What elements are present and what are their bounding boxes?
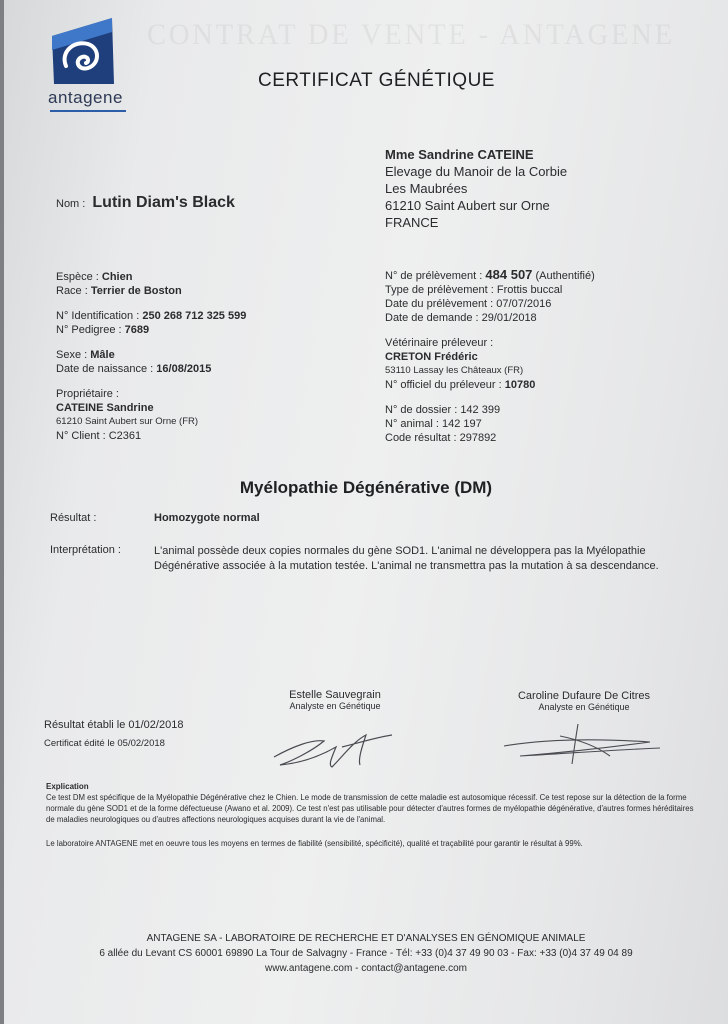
explication-text: Ce test DM est spécifique de la Myélopathie Dégénérative chez le Chien. Le mode de transmission de cette maladie est autosomique récessif. Ce test repose sur la détection de la forme normale du gène SOD1 et de la forme défectueuse (Awano et al. 2009). Ce test n'est pas utilisable pour détecter d'autres formes de myélopathie dégénérative, d'autres formes héréditaires de maladies neurologiques ou d'autres affections neurologiques acquises durant la vie de l'animal.	[46, 793, 694, 824]
sample-type: Type de prélèvement : Frottis buccal	[385, 284, 563, 296]
pedigree-label: N° Pedigree :	[56, 324, 122, 336]
request-date: Date de demande : 29/01/2018	[385, 312, 537, 324]
result-label: Résultat :	[50, 512, 97, 524]
sample-date: Date du prélèvement : 07/07/2016	[385, 298, 552, 310]
interpretation-label: Interprétation :	[50, 544, 121, 556]
vet-official: 10780	[504, 379, 536, 391]
client-number: N° Client : C2361	[56, 430, 142, 442]
dog-name-label: Nom :	[56, 198, 86, 210]
proprietor-label: Propriétaire :	[56, 388, 119, 400]
signature-1-icon	[262, 717, 402, 775]
interpretation-text: L'animal possède deux copies normales du gène SOD1. L'animal ne développera pas la Myélopathie Dégénérative associée à la mutation testée. L'animal ne transmettra pas la mutation à sa descendance.	[154, 545, 659, 572]
logo-text: antagene	[48, 88, 123, 107]
quality-statement: Le laboratoire ANTAGENE met en oeuvre tous les moyens en termes de fiabilité (sensibilité, spécificité), qualité et traçabilité pour garantir le résultat à 99%.	[46, 839, 583, 848]
animal-info	[56, 270, 246, 443]
vet-label: Vétérinaire préleveur :	[385, 337, 494, 349]
result-established: Résultat établi le 01/02/2018	[44, 719, 184, 731]
antagene-spiral-logo-icon	[48, 18, 118, 86]
sex-label: Sexe :	[56, 349, 88, 361]
page-title: CERTIFICAT GÉNÉTIQUE	[258, 70, 495, 91]
result-value: Homozygote normal	[154, 512, 260, 524]
species-label: Espèce :	[56, 271, 99, 283]
sample-auth: (Authentifié)	[535, 270, 595, 282]
vet-name: CRETON Frédéric	[385, 351, 478, 363]
birth-label: Date de naissance :	[56, 363, 154, 375]
sample-info	[385, 268, 595, 445]
footer	[4, 931, 728, 976]
breed-value: Terrier de Boston	[90, 285, 182, 297]
signature-block-1	[262, 689, 408, 775]
proprietor-name: CATEINE Sandrine	[56, 402, 154, 414]
breed-label: Race :	[56, 285, 88, 297]
owner-line3: 61210 Saint Aubert sur Orne	[385, 198, 550, 213]
vet-official-label: N° officiel du préleveur :	[385, 379, 502, 391]
owner-line1: Elevage du Manoir de la Corbie	[385, 164, 568, 179]
sex-value: Mâle	[90, 349, 115, 361]
signature-block-2	[500, 690, 668, 770]
explication	[46, 781, 696, 825]
owner-country: FRANCE	[385, 215, 439, 230]
owner-name: Mme Sandrine CATEINE	[385, 147, 534, 162]
species-value: Chien	[101, 271, 133, 283]
logo-underline	[50, 110, 126, 112]
dog-name: Lutin Diam's Black	[92, 194, 235, 211]
explication-title: Explication	[46, 782, 89, 791]
footer-line1: ANTAGENE SA - LABORATOIRE DE RECHERCHE ET D'ANALYSES EN GÉNOMIQUE ANIMALE	[146, 933, 586, 944]
footer-line2: 6 allée du Levant CS 60001 69890 La Tour de Salvagny - France - Tél: +33 (0)4 37 49 90 03 - Fax: +33 (0)4 37 49 04 89	[99, 948, 633, 959]
vet-address: 53110 Lassay les Châteaux (FR)	[385, 365, 524, 376]
certificate-page	[4, 0, 728, 1024]
sample-number-label: N° de prélèvement :	[385, 270, 483, 282]
certificate-edited: Certificat édité le 05/02/2018	[44, 738, 165, 749]
signature-2-icon	[500, 716, 668, 770]
signatory-2-role: Analyste en Génétique	[538, 702, 630, 712]
owner-address	[385, 146, 567, 231]
signatory-1-name: Estelle Sauvegrain	[289, 689, 381, 701]
id-label: N° Identification :	[56, 310, 140, 322]
footer-line3: www.antagene.com - contact@antagene.com	[265, 963, 467, 974]
id-value: 250 268 712 325 599	[142, 310, 247, 322]
dossier-number: N° de dossier : 142 399	[385, 404, 501, 416]
signatory-2-name: Caroline Dufaure De Citres	[517, 690, 651, 702]
watermark: CONTRAT DE VENTE - ANTAGENE	[147, 18, 676, 51]
pedigree-value: 7689	[124, 324, 150, 336]
antagene-logo	[48, 18, 128, 114]
animal-number: N° animal : 142 197	[385, 418, 482, 430]
dog-name-row	[56, 194, 235, 212]
sample-number: 484 507	[485, 267, 533, 282]
test-title: Myélopathie Dégénérative (DM)	[239, 478, 493, 497]
birth-value: 16/08/2015	[156, 363, 212, 375]
signatory-1-role: Analyste en Génétique	[289, 701, 381, 711]
result-code: Code résultat : 297892	[385, 432, 497, 444]
owner-line2: Les Maubrées	[385, 181, 468, 196]
proprietor-address: 61210 Saint Aubert sur Orne (FR)	[56, 416, 199, 427]
